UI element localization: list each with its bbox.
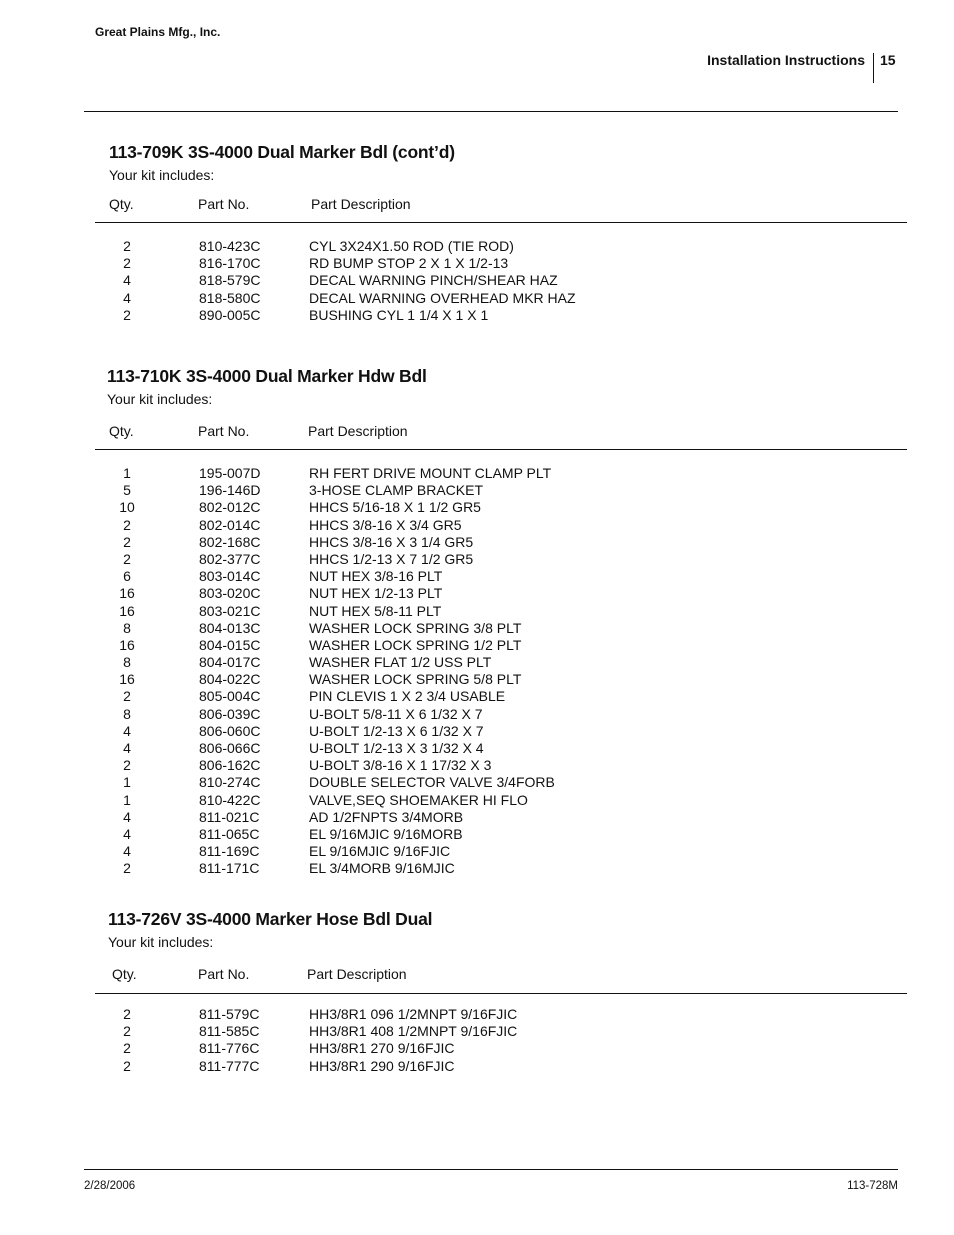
- table-header-rule: [95, 449, 907, 450]
- table-header-rule: [95, 993, 907, 994]
- part-number-cell: 802-168C: [199, 533, 261, 550]
- part-number-cell: 804-013C: [199, 619, 261, 636]
- part-description-cell: WASHER LOCK SPRING 1/2 PLT: [309, 636, 522, 653]
- part-number-cell: 802-014C: [199, 516, 261, 533]
- part-number-cell: 806-162C: [199, 757, 261, 774]
- kit-title: 113-709K 3S-4000 Dual Marker Bdl (cont’d): [109, 142, 455, 162]
- part-description-cell: AD 1/2FNPTS 3/4MORB: [309, 808, 464, 825]
- part-description-cell: EL 3/4MORB 9/16MJIC: [309, 860, 455, 877]
- qty-cell: 4: [123, 808, 131, 825]
- column-header-part-no: Part No.: [198, 966, 250, 982]
- part-description-cell: PIN CLEVIS 1 X 2 3/4 USABLE: [309, 688, 506, 705]
- part-description-cell: VALVE,SEQ SHOEMAKER HI FLO: [309, 791, 528, 808]
- part-number-cell: 818-579C: [199, 272, 261, 289]
- column-header-part-no: Part No.: [198, 196, 250, 212]
- qty-cell: 4: [123, 289, 131, 306]
- part-description-cell: WASHER LOCK SPRING 3/8 PLT: [309, 619, 522, 636]
- part-description-cell: NUT HEX 1/2-13 PLT: [309, 585, 443, 602]
- part-number-cell: 195-007D: [199, 465, 261, 481]
- qty-cell: 2: [123, 255, 131, 272]
- qty-cell: 1: [123, 791, 131, 808]
- column-header-qty: Qty.: [109, 423, 134, 439]
- column-header-part-no: Part No.: [198, 423, 250, 439]
- part-number-cell: 811-065C: [199, 825, 260, 842]
- qty-cell: 2: [123, 757, 131, 774]
- part-description-cell: HH3/8R1 096 1/2MNPT 9/16FJIC: [309, 1006, 518, 1022]
- company-name: Great Plains Mfg., Inc.: [95, 25, 221, 39]
- part-description-cell: DECAL WARNING OVERHEAD MKR HAZ: [309, 289, 576, 306]
- qty-cell: 2: [123, 688, 131, 705]
- part-description-cell: CYL 3X24X1.50 ROD (TIE ROD): [309, 238, 514, 254]
- qty-cell: 4: [123, 740, 131, 756]
- part-description-cell: RH FERT DRIVE MOUNT CLAMP PLT: [309, 465, 552, 481]
- part-number-cell: 811-585C: [199, 1023, 260, 1040]
- qty-cell: 2: [123, 860, 131, 877]
- qty-cell: 16: [119, 636, 135, 653]
- part-number-cell: 806-066C: [199, 740, 261, 756]
- qty-cell: 2: [123, 1040, 131, 1057]
- section-title: Installation Instructions: [707, 52, 865, 68]
- part-description-cell: U-BOLT 1/2-13 X 6 1/32 X 7: [309, 722, 484, 739]
- qty-cell: 2: [123, 516, 131, 533]
- qty-cell: 2: [123, 533, 131, 550]
- part-number-cell: 810-423C: [199, 238, 261, 254]
- part-description-cell: NUT HEX 5/8-11 PLT: [309, 602, 442, 619]
- qty-cell: 4: [123, 722, 131, 739]
- part-description-cell: U-BOLT 3/8-16 X 1 17/32 X 3: [309, 757, 492, 774]
- column-header-description: Part Description: [307, 966, 407, 982]
- qty-cell: 2: [123, 1023, 131, 1040]
- qty-cell: 4: [123, 272, 131, 289]
- part-number-cell: 811-777C: [199, 1057, 260, 1074]
- part-description-cell: EL 9/16MJIC 9/16MORB: [309, 825, 463, 842]
- part-number-cell: 802-012C: [199, 499, 261, 516]
- part-number-cell: 811-579C: [199, 1006, 260, 1022]
- kit-title: 113-726V 3S-4000 Marker Hose Bdl Dual: [108, 909, 433, 929]
- part-number-cell: 805-004C: [199, 688, 261, 705]
- qty-cell: 8: [123, 654, 131, 671]
- qty-cell: 2: [123, 1057, 131, 1074]
- part-description-cell: HH3/8R1 290 9/16FJIC: [309, 1057, 455, 1074]
- part-number-cell: 804-017C: [199, 654, 261, 671]
- qty-cell: 16: [119, 585, 135, 602]
- part-number-cell: 811-171C: [199, 860, 260, 877]
- footer-rule: [84, 1169, 898, 1170]
- qty-cell: 2: [123, 1006, 131, 1022]
- part-number-cell: 811-169C: [199, 843, 260, 860]
- qty-cell: 2: [123, 306, 131, 323]
- page-number: 15: [880, 52, 896, 68]
- kit-title: 113-710K 3S-4000 Dual Marker Hdw Bdl: [107, 366, 427, 386]
- qty-cell: 5: [123, 482, 131, 499]
- header-divider: [873, 53, 874, 83]
- part-number-cell: 811-021C: [199, 808, 260, 825]
- part-number-cell: 811-776C: [199, 1040, 260, 1057]
- part-number-cell: 803-021C: [199, 602, 261, 619]
- part-description-cell: NUT HEX 3/8-16 PLT: [309, 568, 443, 585]
- part-description-cell: 3-HOSE CLAMP BRACKET: [309, 482, 484, 499]
- qty-cell: 2: [123, 550, 131, 567]
- column-header-qty: Qty.: [109, 196, 134, 212]
- qty-cell: 4: [123, 825, 131, 842]
- part-number-cell: 803-014C: [199, 568, 261, 585]
- qty-cell: 6: [123, 568, 131, 585]
- part-description-cell: WASHER FLAT 1/2 USS PLT: [309, 654, 492, 671]
- header-rule: [84, 111, 898, 112]
- part-description-cell: HHCS 3/8-16 X 3/4 GR5: [309, 516, 462, 533]
- part-number-cell: 804-022C: [199, 671, 261, 688]
- part-description-cell: EL 9/16MJIC 9/16FJIC: [309, 843, 451, 860]
- qty-cell: 16: [119, 602, 135, 619]
- part-description-cell: HHCS 5/16-18 X 1 1/2 GR5: [309, 499, 481, 516]
- column-header-qty: Qty.: [112, 966, 137, 982]
- part-description-cell: WASHER LOCK SPRING 5/8 PLT: [309, 671, 522, 688]
- part-number-cell: 806-039C: [199, 705, 261, 722]
- part-description-cell: HH3/8R1 270 9/16FJIC: [309, 1040, 455, 1057]
- qty-cell: 8: [123, 619, 131, 636]
- part-description-cell: DECAL WARNING PINCH/SHEAR HAZ: [309, 272, 558, 289]
- qty-cell: 2: [123, 238, 131, 254]
- kit-subtitle: Your kit includes:: [109, 167, 215, 183]
- footer-doc-number: 113-728M: [847, 1180, 898, 1192]
- part-number-cell: 802-377C: [199, 550, 261, 567]
- part-number-cell: 810-422C: [199, 791, 261, 808]
- part-description-cell: HHCS 3/8-16 X 3 1/4 GR5: [309, 533, 474, 550]
- part-description-cell: U-BOLT 1/2-13 X 3 1/32 X 4: [309, 740, 484, 756]
- part-description-cell: BUSHING CYL 1 1/4 X 1 X 1: [309, 306, 489, 323]
- part-number-cell: 890-005C: [199, 306, 261, 323]
- column-header-description: Part Description: [311, 196, 411, 212]
- table-header-rule: [95, 222, 907, 223]
- part-number-cell: 810-274C: [199, 774, 261, 791]
- part-description-cell: DOUBLE SELECTOR VALVE 3/4FORB: [309, 774, 555, 791]
- qty-cell: 1: [123, 774, 131, 791]
- kit-subtitle: Your kit includes:: [108, 934, 214, 950]
- qty-cell: 8: [123, 705, 131, 722]
- part-number-cell: 818-580C: [199, 289, 261, 306]
- qty-cell: 10: [119, 499, 135, 516]
- part-description-cell: HHCS 1/2-13 X 7 1/2 GR5: [309, 550, 474, 567]
- qty-cell: 16: [119, 671, 135, 688]
- part-description-cell: RD BUMP STOP 2 X 1 X 1/2-13: [309, 255, 509, 272]
- qty-cell: 1: [123, 465, 131, 481]
- column-header-description: Part Description: [308, 423, 408, 439]
- part-number-cell: 816-170C: [199, 255, 261, 272]
- part-number-cell: 804-015C: [199, 636, 261, 653]
- part-number-cell: 806-060C: [199, 722, 261, 739]
- part-description-cell: U-BOLT 5/8-11 X 6 1/32 X 7: [309, 705, 483, 722]
- qty-cell: 4: [123, 843, 131, 860]
- part-description-cell: HH3/8R1 408 1/2MNPT 9/16FJIC: [309, 1023, 518, 1040]
- part-number-cell: 196-146D: [199, 482, 261, 499]
- part-number-cell: 803-020C: [199, 585, 261, 602]
- footer-date: 2/28/2006: [84, 1180, 136, 1192]
- kit-subtitle: Your kit includes:: [107, 391, 213, 407]
